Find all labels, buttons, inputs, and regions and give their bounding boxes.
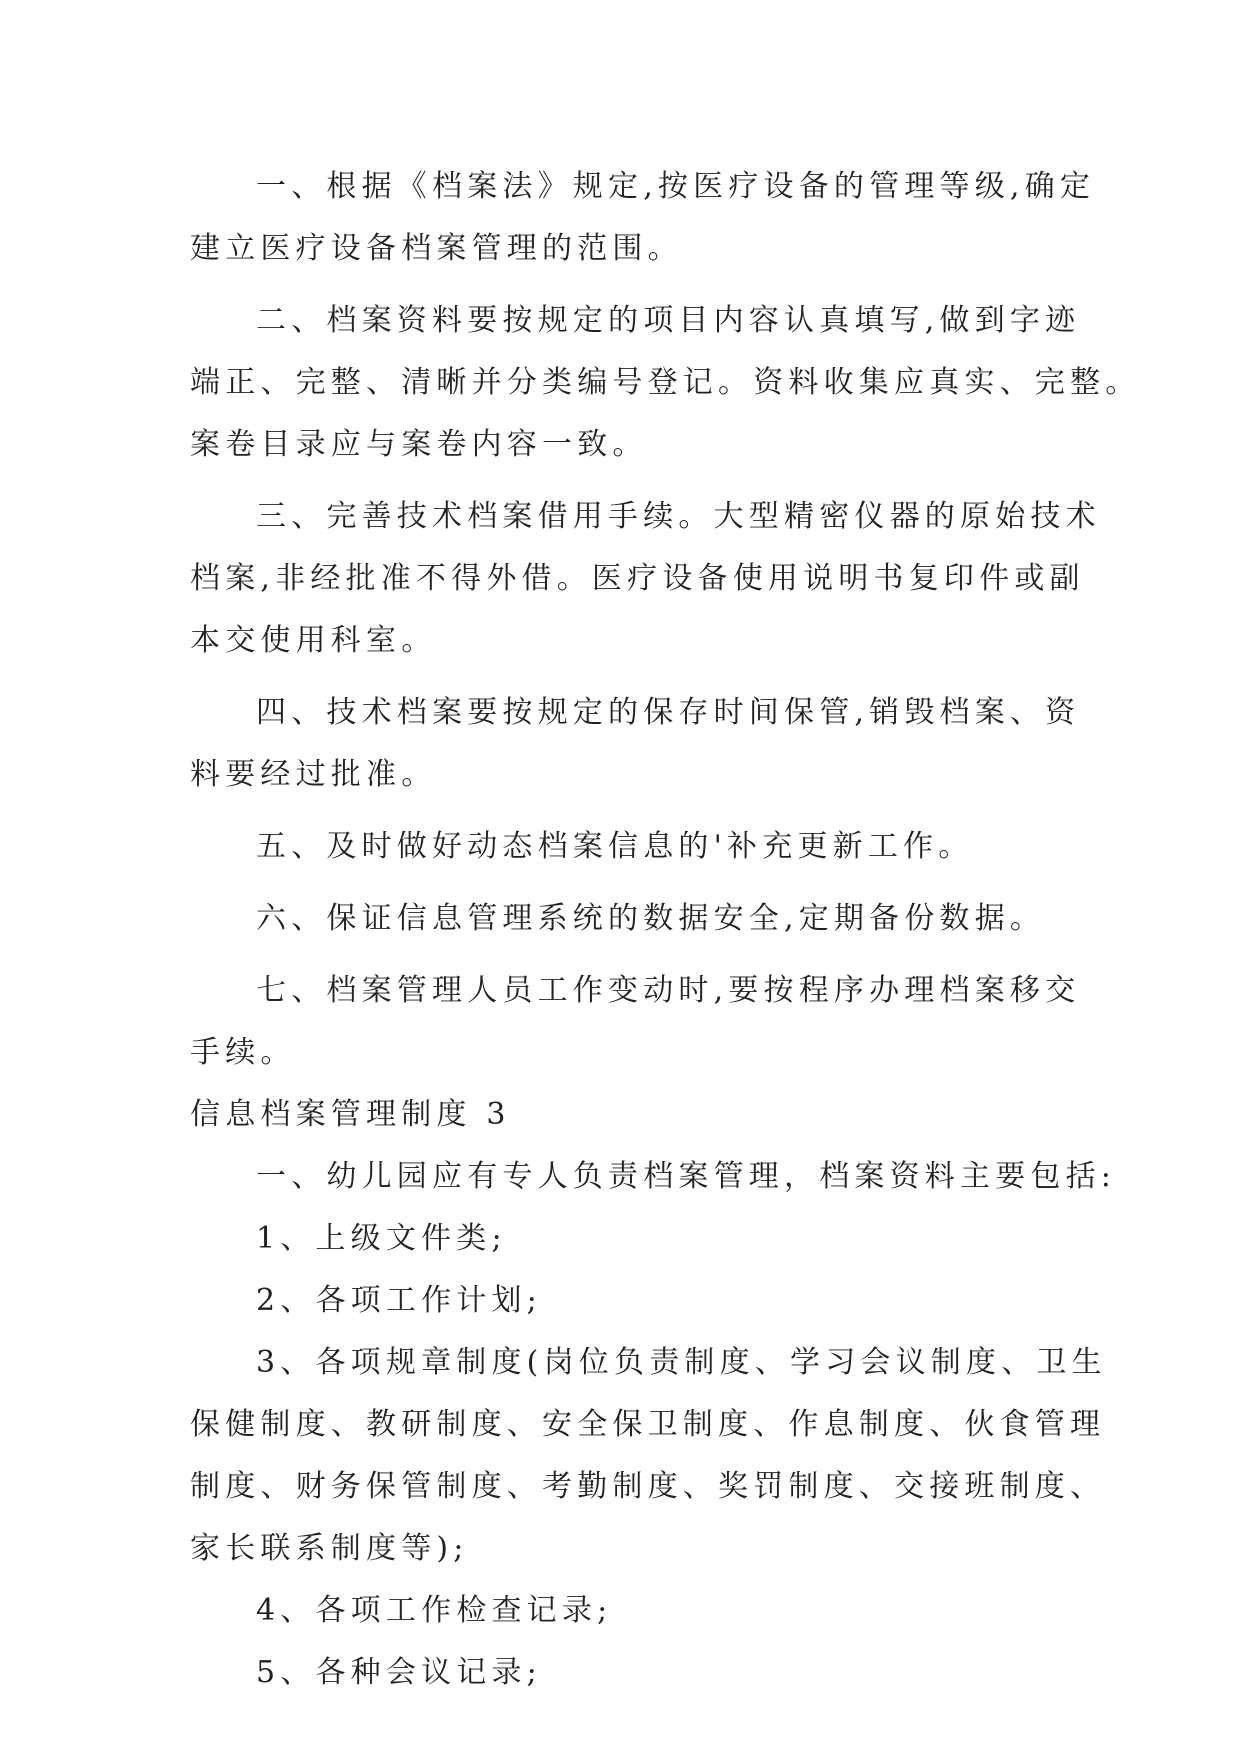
list-item [190,1208,1060,1270]
text-line: 五、及时做好动态档案信息的'补充更新工作。 [256,829,974,864]
paragraph [190,960,1081,1084]
text-line: 家长联系制度等); [190,1531,469,1566]
text-line: 料要经过批准。 [190,757,437,792]
text-line: 六、保证信息管理系统的数据安全,定期备份数据。 [256,901,1046,936]
text-line: 一、根据《档案法》规定,按医疗设备的管理等级,确定 [256,169,1096,204]
text-line: 保健制度、教研制度、安全保卫制度、作息制度、伙食管理 [190,1407,1106,1442]
list-item [190,1642,1060,1704]
list-item [190,1270,1060,1332]
paragraph [190,156,1096,280]
text-line: 手续。 [190,1035,296,1070]
text-line: 七、档案管理人员工作变动时,要按程序办理档案移交 [256,973,1081,1008]
text-line: 一、幼儿园应有专人负责档案管理，档案资料主要包括: [256,1159,1117,1194]
text-line: 建立医疗设备档案管理的范围。 [190,231,683,266]
document-body [190,156,1141,1704]
text-line: 二、档案资料要按规定的项目内容认真填写,做到字迹 [256,303,1081,338]
paragraph [190,816,1060,878]
text-line: 本交使用科室。 [190,623,437,658]
list-item [190,1332,1107,1580]
section-heading [190,1084,1060,1146]
text-line: 制度、财务保管制度、考勤制度、奖罚制度、交接班制度、 [190,1469,1106,1504]
paragraph [190,1146,1117,1208]
text-line: 档案,非经批准不得外借。医疗设备使用说明书复印件或副 [190,561,1085,596]
text-line: 四、技术档案要按规定的保存时间保管,销毁档案、资 [256,695,1081,730]
text-line: 1、上级文件类; [256,1221,507,1256]
text-line: 三、完善技术档案借用手续。大型精密仪器的原始技术 [256,499,1101,534]
paragraph [190,486,1101,672]
paragraph [190,290,1141,476]
text-line: 案卷目录应与案卷内容一致。 [190,427,648,462]
heading-text: 信息档案管理制度 3 [190,1097,511,1132]
text-line: 3、各项规章制度(岗位负责制度、学习会议制度、卫生 [256,1345,1107,1380]
text-line: 5、各种会议记录; [256,1655,542,1690]
list-item [190,1580,1060,1642]
text-line: 4、各项工作检查记录; [256,1593,613,1628]
text-line: 端正、完整、清晰并分类编号登记。资料收集应真实、完整。 [190,365,1141,400]
paragraph [190,682,1081,806]
text-line: 2、各项工作计划; [256,1283,542,1318]
paragraph [190,888,1060,950]
